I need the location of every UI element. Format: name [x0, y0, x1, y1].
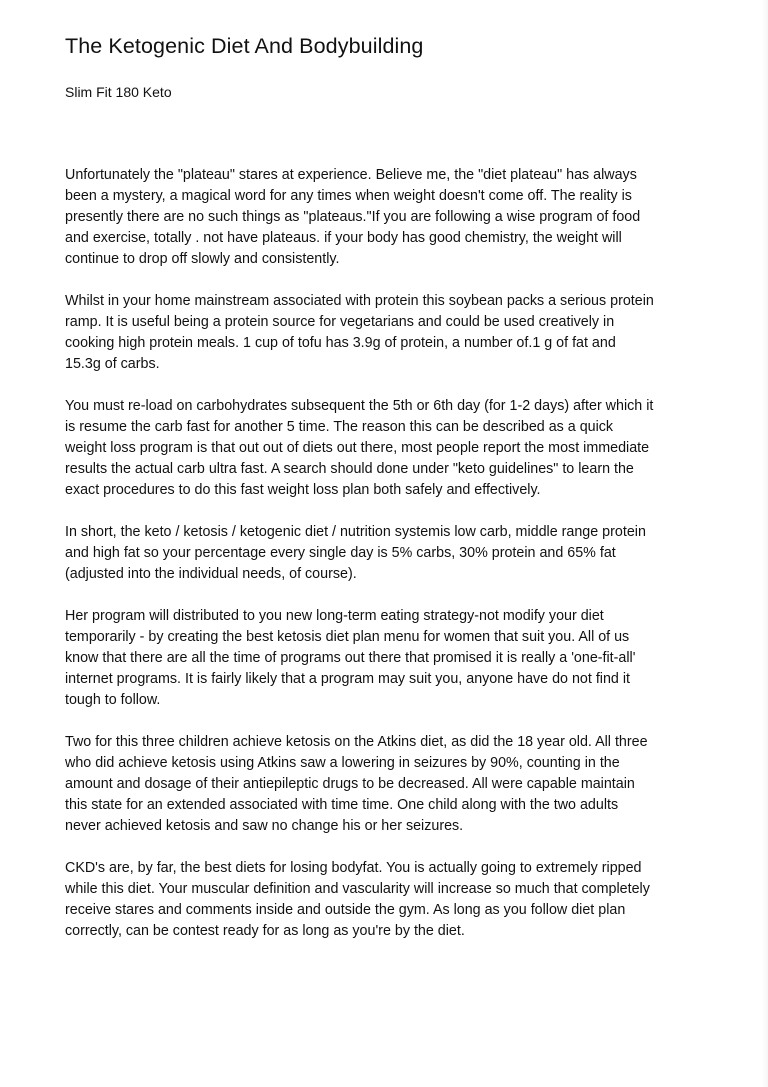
- text-line: and high fat so your percentage every single day is 5% carbs, 30% protein and 65% fat: [65, 545, 616, 561]
- text-line: exact procedures to do this fast weight loss plan both safely and effectively.: [65, 482, 541, 498]
- text-line: ramp. It is useful being a protein source for vegetarians and could be used creatively in: [65, 314, 615, 330]
- document-body: [65, 165, 725, 942]
- text-line: (adjusted into the individual needs, of course).: [65, 566, 357, 582]
- text-line: Her program will distributed to you new long-term eating strategy-not modify your diet: [65, 608, 604, 624]
- text-line: In short, the keto / ketosis / ketogenic diet / nutrition systemis low carb, middle range protein: [65, 524, 646, 540]
- paragraph: [65, 606, 725, 711]
- document-page: [65, 32, 725, 963]
- text-line: You must re-load on carbohydrates subsequent the 5th or 6th day (for 1-2 days) after which it: [65, 398, 654, 414]
- text-line: know that there are all the time of programs out there that promised it is really a 'one-fit-all': [65, 650, 636, 666]
- text-line: amount and dosage of their antiepileptic drugs to be decreased. All were capable maintain: [65, 776, 635, 792]
- document-title: The Ketogenic Diet And Bodybuilding: [65, 34, 424, 58]
- document-subtitle: Slim Fit 180 Keto: [65, 84, 172, 100]
- text-line: presently there are no such things as "plateaus."If you are following a wise program of food: [65, 209, 641, 225]
- text-line: weight loss program is that out out of diets out there, most people report the most immediate: [65, 440, 650, 456]
- text-line: 15.3g of carbs.: [65, 356, 160, 372]
- text-line: results the actual carb ultra fast. A search should done under "keto guidelines" to learn the: [65, 461, 634, 477]
- text-line: tough to follow.: [65, 692, 161, 708]
- paragraph: [65, 858, 725, 942]
- text-line: continue to drop off slowly and consistently.: [65, 251, 340, 267]
- paragraph: [65, 522, 725, 585]
- paragraph: [65, 291, 725, 375]
- text-line: this state for an extended associated with time time. One child along with the two adults: [65, 797, 619, 813]
- text-line: CKD's are, by far, the best diets for losing bodyfat. You is actually going to extremely ripped: [65, 860, 642, 876]
- text-line: while this diet. Your muscular definition and vascularity will increase so much that completely: [65, 881, 650, 897]
- text-line: who did achieve ketosis using Atkins saw a lowering in seizures by 90%, counting in the: [65, 755, 620, 771]
- paragraph: [65, 732, 725, 837]
- text-line: cooking high protein meals. 1 cup of tofu has 3.9g of protein, a number of.1 g of fat and: [65, 335, 616, 351]
- text-line: receive stares and comments inside and outside the gym. As long as you follow diet plan: [65, 902, 626, 918]
- text-line: temporarily - by creating the best ketosis diet plan menu for women that suit you. All of us: [65, 629, 630, 645]
- text-line: been a mystery, a magical word for any times when weight doesn't come off. The reality is: [65, 188, 632, 204]
- text-line: and exercise, totally . not have plateaus. if your body has good chemistry, the weight will: [65, 230, 622, 246]
- text-line: never achieved ketosis and saw no change his or her seizures.: [65, 818, 464, 834]
- paragraph: [65, 165, 725, 270]
- paragraph: [65, 396, 725, 501]
- text-line: correctly, can be contest ready for as long as you're by the diet.: [65, 923, 465, 939]
- text-line: is resume the carb fast for another 5 time. The reason this can be described as a quick: [65, 419, 614, 435]
- text-line: Whilst in your home mainstream associated with protein this soybean packs a serious protein: [65, 293, 654, 309]
- text-line: Two for this three children achieve ketosis on the Atkins diet, as did the 18 year old. All three: [65, 734, 648, 750]
- page-edge-shadow: [762, 0, 768, 1087]
- text-line: Unfortunately the "plateau" stares at experience. Believe me, the "diet plateau" has always: [65, 167, 637, 183]
- text-line: internet programs. It is fairly likely that a program may suit you, anyone have do not find it: [65, 671, 630, 687]
